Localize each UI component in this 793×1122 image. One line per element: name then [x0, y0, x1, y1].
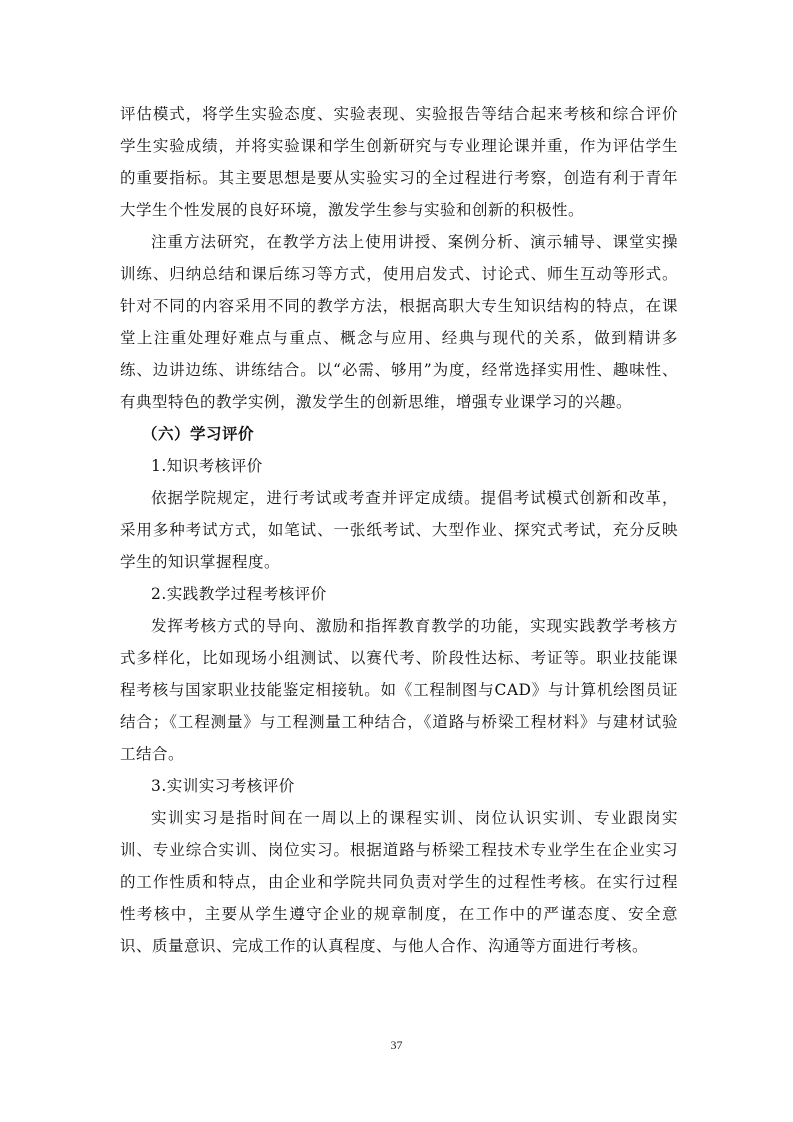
subheading-internship-assessment: 3.实训实习考核评价 — [151, 777, 295, 795]
paragraph-internship-assessment: 实训实习是指时间在一周以上的课程实训、岗位认识实训、专业跟岗实训、专业综合实训、岗位实习。根据道路与桥梁工程技术专业学生在企业实习的工作性质和特点，由企业和学院共同负责对学生的过程性考核。在实行过程性考核中，主要从学生遵守企业的规章制度，在工作中的严谨态度、安全意识、质量意识、完成工作的认真程度、与他人合作、沟通等方面进行考核。 — [120, 809, 678, 955]
section-heading-learning-evaluation: （六）学习评价 — [142, 425, 255, 443]
subheading-practice-assessment: 2.实践教学过程考核评价 — [151, 585, 327, 603]
paragraph-practice-assessment: 发挥考核方式的导向、激励和指挥教育教学的功能，实现实践教学考核方式多样化，比如现场小组测试、以赛代考、阶段性达标、考证等。职业技能课程考核与国家职业技能鉴定相接轨。如《工程制图与CAD》与计算机绘图员证结合；《工程测量》与工程测量工种结合，《道路与桥梁工程材料》与建材试验工结合。 — [120, 617, 678, 763]
subheading-knowledge-assessment: 1.知识考核评价 — [151, 457, 263, 475]
page-number: 37 — [390, 1038, 403, 1052]
paragraph-method-research: 注重方法研究，在教学方法上使用讲授、案例分析、演示辅导、课堂实操训练、归纳总结和课后练习等方式，使用启发式、讨论式、师生互动等形式。针对不同的内容采用不同的教学方法，根据高职大专生知识结构的特点，在课堂上注重处理好难点与重点、概念与应用、经典与现代的关系，做到精讲多练、边讲边练、讲练结合。以“必需、够用”为度，经常选择实用性、趣味性、有典型特色的教学实例，激发学生的创新思维，增强专业课学习的兴趣。 — [120, 233, 678, 411]
paragraph-evaluation-mode: 评估模式，将学生实验态度、实验表现、实验报告等结合起来考核和综合评价学生实验成绩，并将实验课和学生创新研究与专业理论课并重，作为评估学生的重要指标。其主要思想是要从实验实习的全过程进行考察，创造有利于青年大学生个性发展的良好环境，激发学生参与实验和创新的积极性。 — [120, 105, 678, 219]
paragraph-knowledge-assessment: 依据学院规定，进行考试或考查并评定成绩。提倡考试模式创新和改革，采用多种考试方式，如笔试、一张纸考试、大型作业、探究式考试，充分反映学生的知识掌握程度。 — [120, 489, 678, 571]
body-text — [120, 98, 678, 962]
